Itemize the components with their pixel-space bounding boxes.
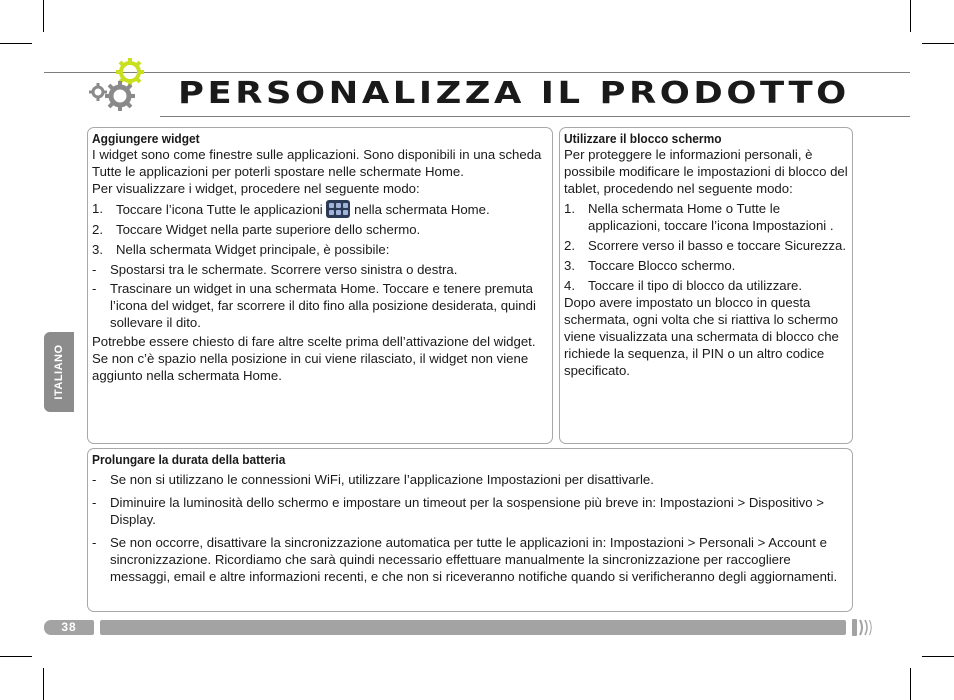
- page-title: PERSONALIZZA IL PRODOTTO: [178, 76, 850, 111]
- list-item: - Trascinare un widget in una schermata Home. Toccare e tenere premuta l’icona del widget, far scorrere il dito fino alla posizione desiderata, quindi sollevare il dito.: [92, 281, 536, 330]
- list-item: - Diminuire la luminosità dello schermo e impostare un timeout per la sospensione più breve in: Impostazioni > Dispositivo > Display.: [92, 495, 824, 527]
- crop-mark: [922, 656, 954, 657]
- widget-intro: I widget sono come finestre sulle applicazioni. Sono disponibili in una scheda Tutte le applicazioni per poterli spostare nelle schermate Home.: [92, 147, 542, 179]
- widget-heading: Aggiungere widget: [92, 131, 200, 146]
- battery-heading: Prolungare la durata della batteria: [92, 452, 286, 467]
- list-item: 1. Toccare l’icona Tutte le applicazioni nella schermata Home.: [92, 201, 490, 217]
- list-item: 3. Toccare Blocco schermo.: [564, 258, 736, 273]
- widget-steps: [92, 200, 548, 258]
- list-item: 2. Scorrere verso il basso e toccare Sicurezza.: [564, 238, 846, 253]
- crop-mark: [0, 43, 32, 44]
- battery-section: [87, 448, 853, 612]
- list-item: 4. Toccare il tipo di blocco da utilizzare.: [564, 278, 803, 293]
- crop-mark: [43, 668, 44, 700]
- page-number: 38: [44, 620, 94, 635]
- list-item: 1. Nella schermata Home o Tutte le applicazioni, toccare l’icona Impostazioni .: [564, 201, 834, 233]
- battery-bullets: [92, 471, 848, 585]
- widget-outro: Potrebbe essere chiesto di fare altre scelte prima dell’attivazione del widget. Se non c’è spazio nella posizione in cui viene rilasciato, il widget non viene aggiunto nella schermata Home.: [92, 334, 536, 383]
- all-apps-icon: [326, 200, 350, 218]
- list-item: 3. Nella schermata Widget principale, è possibile:: [92, 242, 390, 257]
- crop-mark: [43, 0, 44, 32]
- language-tab: [44, 332, 74, 412]
- header-rule-bottom: [160, 116, 910, 117]
- crop-mark: [910, 0, 911, 32]
- crop-mark: [922, 43, 954, 44]
- list-item: - Se non occorre, disattivare la sincronizzazione automatica per tutte le applicazioni in: Impostazioni > Personali > Account e sincronizzazione. Ricordiamo che sarà quindi necessario effettuare manualmente la sincronizzazione per raccogliere messaggi, email e altre informazioni recenti, e che non si riceveranno notifiche quando si verificheranno degli aggiornamenti.: [92, 535, 838, 584]
- lock-outro: Dopo avere impostato un blocco in questa schermata, ogni volta che si riattiva lo schermo viene visualizzata una schermata di blocco che richiede la sequenza, il PIN o un altro codice specificato.: [564, 295, 839, 378]
- lock-section: [559, 127, 853, 444]
- footer-end-marks-icon: [852, 618, 874, 637]
- lock-heading: Utilizzare il blocco schermo: [564, 131, 722, 146]
- lock-steps: [564, 200, 848, 294]
- crop-mark: [0, 656, 32, 657]
- language-tab-label: ITALIANO: [53, 344, 65, 400]
- lock-intro: Per proteggere le informazioni personali, è possibile modificare le impostazioni di blocco del tablet, procedendo nel seguente modo:: [564, 147, 848, 196]
- widget-bullets: [92, 261, 548, 331]
- widget-section: [87, 127, 553, 444]
- crop-mark: [910, 668, 911, 700]
- widget-intro2: Per visualizzare i widget, procedere nel seguente modo:: [92, 181, 420, 196]
- list-item: - Se non si utilizzano le connessioni WiFi, utilizzare l’applicazione Impostazioni per disattivarle.: [92, 472, 654, 487]
- list-item: - Spostarsi tra le schermate. Scorrere verso sinistra o destra.: [92, 262, 458, 277]
- header-rule-top: [44, 72, 910, 73]
- gears-icon: [84, 56, 154, 116]
- footer-bar: [100, 620, 846, 635]
- list-item: 2. Toccare Widget nella parte superiore dello schermo.: [92, 222, 421, 237]
